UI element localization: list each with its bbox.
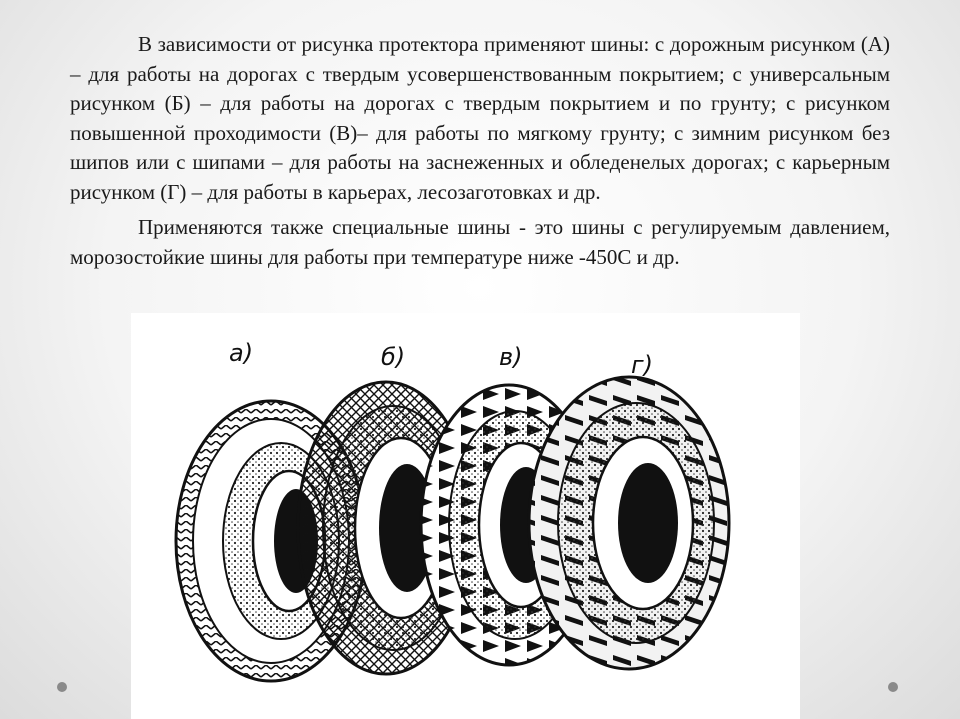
slide-bullet-right: [888, 682, 898, 692]
tire-quarry-g: [529, 377, 729, 669]
label-b: б): [381, 343, 406, 371]
label-g: г): [631, 351, 653, 379]
slide-bullet-left: [57, 682, 67, 692]
tires-drawing: [131, 313, 800, 719]
slide-text: [70, 30, 890, 278]
paragraph-tread-types: В зависимости от рисунка протектора применяют шины: с дорожным рисунком (А) – для работы на дорогах с твердым усовершенствованным покрытием; с универсальным рисунком (Б) – для работы на дорогах с твердым покрытием и по грунту; с рисунком повышенной проходимости (В)– для работы по мягкому грунту; с зимним рисунком без шипов или с шипами – для работы на заснеженных и обледенелых дорогах; с карьерным рисунком (Г) – для работы в карьерах, лесозаготовках и др.: [70, 32, 890, 204]
paragraph-special-tires: Применяются также специальные шины - это шины с регулируемым давлением, морозостойкие шины для работы при температуре ниже -450С и др.: [70, 215, 890, 269]
label-v: в): [499, 343, 523, 371]
tires-illustration: [131, 313, 800, 719]
label-a: а): [229, 339, 254, 367]
